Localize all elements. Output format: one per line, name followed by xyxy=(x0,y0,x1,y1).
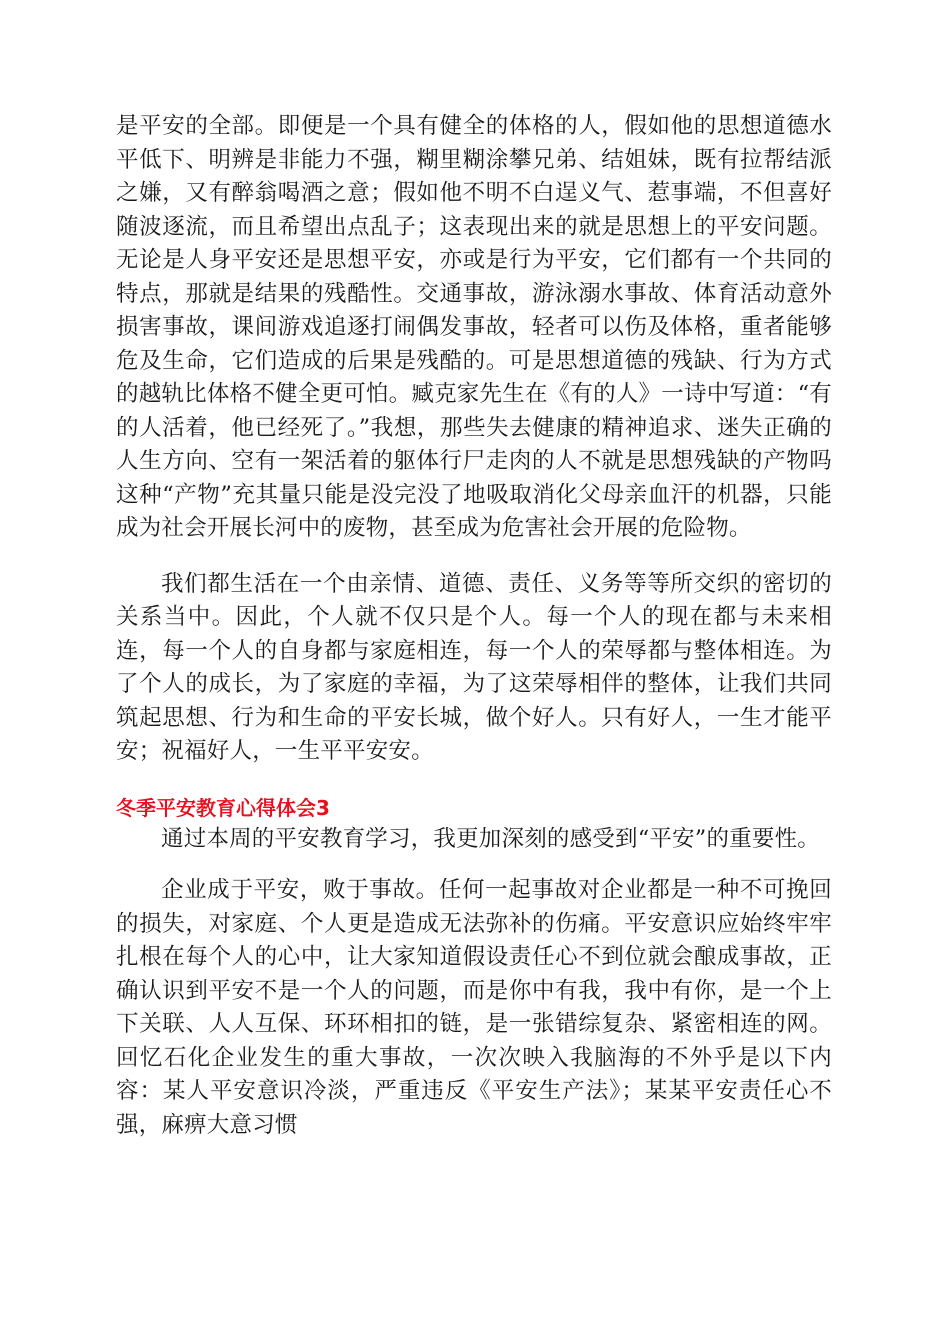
document-body xyxy=(116,110,832,1142)
paragraph-enterprise-safety: 企业成于平安，败于事故。任何一起事故对企业都是一种不可挽回的损失，对家庭、个人更是造成无法弥补的伤痛。平安意识应始终牢牢扎根在每个人的心中，让大家知道假设责任心不到位就会酿成事故，正确认识到平安不是一个人的问题，而是你中有我，我中有你，是一个上下关联、人人互保、环环相扣的链，是一张错综复杂、紧密相连的网。回忆石化企业发生的重大事故，一次次映入我脑海的不外乎是以下内容：某人平安意识冷淡，严重违反《平安生产法》；某某平安责任心不强，麻痹大意习惯 xyxy=(116,877,832,1138)
paragraph-intro: 通过本周的平安教育学习，我更加深刻的感受到“平安”的重要性。 xyxy=(161,825,821,852)
section-heading: 冬季平安教育心得体会3 xyxy=(116,795,330,820)
paragraph-continuation: 是平安的全部。即便是一个具有健全的体格的人，假如他的思想道德水平低下、明辨是非能力不强，糊里糊涂攀兄弟、结姐妹，既有拉帮结派之嫌，又有醉翁喝酒之意；假如他不明不白逞义气、惹事端，不但喜好随波逐流，而且希望出点乱子；这表现出来的就是思想上的平安问题。无论是人身平安还是思想平安，亦或是行为平安，它们都有一个共同的特点，那就是结果的残酷性。交通事故，游泳溺水事故、体育活动意外损害事故，课间游戏追逐打闹偶发事故，轻者可以伤及体格，重者能够危及生命，它们造成的后果是残酷的。可是思想道德的残缺、行为方式的越轨比体格不健全更可怕。臧克家先生在《有的人》一诗中写道：“有的人活着，他已经死了。”我想，那些失去健康的精神追求、迷失正确的人生方向、空有一架活着的躯体行尸走肉的人不就是思想残缺的产物吗这种“产物”充其量只能是没完没了地吸取消化父母亲血汗的机器，只能成为社会开展长河中的废物，甚至成为危害社会开展的危险物。 xyxy=(116,113,832,541)
paragraph-relationships: 我们都生活在一个由亲情、道德、责任、义务等等所交织的密切的关系当中。因此，个人就不仅只是个人。每一个人的现在都与未来相连，每一个人的自身都与家庭相连，每一个人的荣辱都与整体相连。为了个人的成长，为了家庭的幸福，为了这荣辱相伴的整体，让我们共同筑起思想、行为和生命的平安长城，做个好人。只有好人，一生才能平安；祝福好人，一生平平安安。 xyxy=(116,570,832,764)
